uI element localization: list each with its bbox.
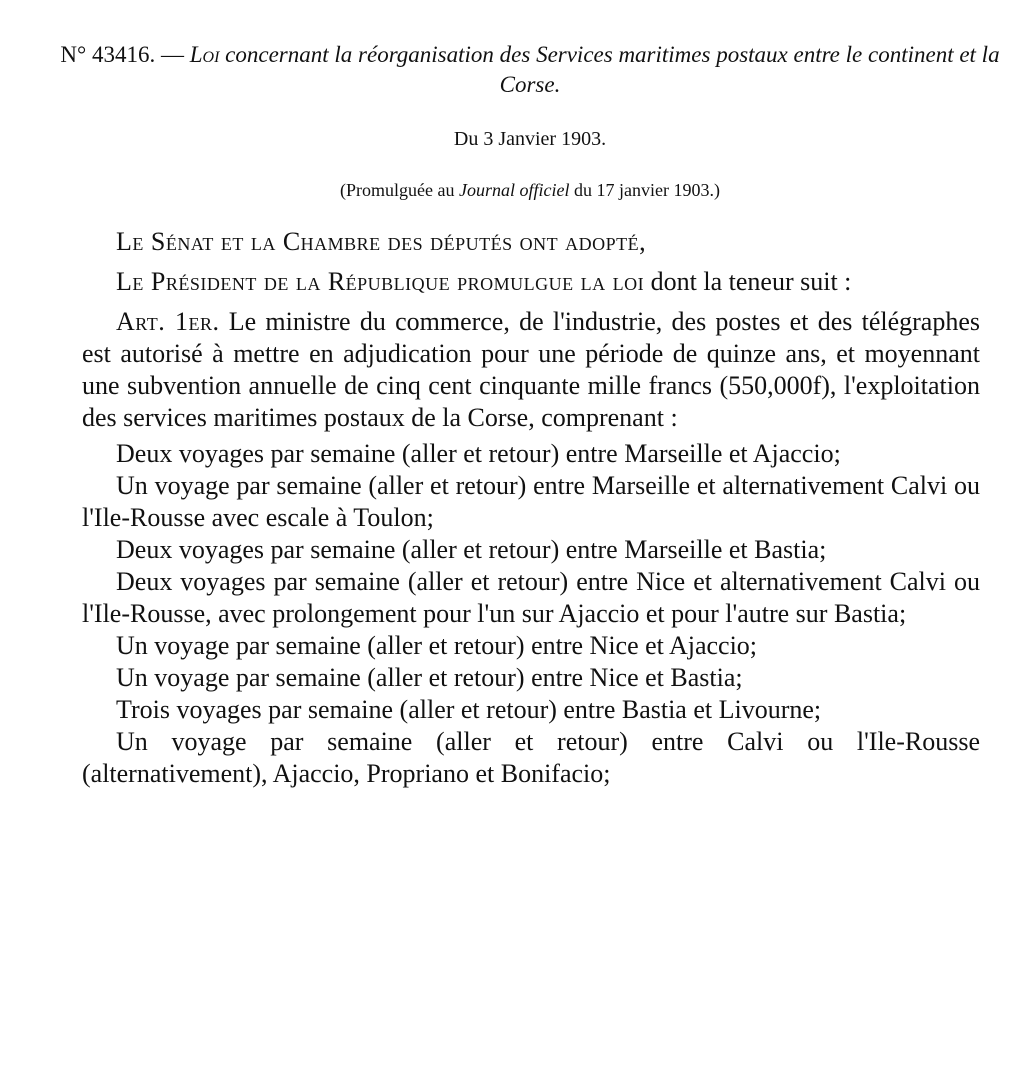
list-item: Un voyage par semaine (aller et retour) entre Nice et Ajaccio;: [116, 631, 758, 660]
preamble-senat-text: Le Sénat et la Chambre des députés ont adopté,: [116, 227, 647, 256]
law-heading: [60, 40, 1000, 100]
law-number: N° 43416. —: [60, 42, 190, 67]
journal-name: Journal officiel: [459, 180, 570, 200]
preamble-president: [82, 266, 980, 298]
article-text: Le ministre du commerce, de l'industrie, des postes et des télégraphes est autorisé à mettre en adjudication pour une période de quinze ans, et moyennant une subvention annuelle de cinq cent cinquante mille francs (550,000f), l'exploitation des services maritimes postaux de la Corse, comprenant :: [82, 307, 980, 432]
law-type: Loi: [189, 42, 220, 67]
preamble-senat: [82, 226, 980, 258]
list-item: Un voyage par semaine (aller et retour) entre Marseille et alternativement Calvi ou l'Ile-Rousse avec escale à Toulon;: [82, 471, 980, 532]
law-title: concernant la réorganisation des Services maritimes postaux entre le continent et la Corse.: [219, 42, 1000, 97]
list-item: Trois voyages par semaine (aller et retour) entre Bastia et Livourne;: [116, 695, 822, 724]
list-item: Deux voyages par semaine (aller et retour) entre Marseille et Ajaccio;: [116, 439, 841, 468]
preamble-president-sc: Le Président de la République promulgue la loi: [116, 267, 645, 296]
article-label: Art. 1er.: [116, 307, 220, 336]
list-item: Un voyage par semaine (aller et retour) entre Nice et Bastia;: [116, 663, 743, 692]
article-1: [82, 306, 980, 434]
law-body: [82, 226, 980, 790]
promulgation-note: [60, 178, 1000, 202]
preamble-president-rest: dont la teneur suit :: [644, 267, 852, 296]
list-item: Un voyage par semaine (aller et retour) entre Calvi ou l'Ile-Rousse (alternativement), Ajaccio, Propriano et Bonifacio;: [82, 727, 980, 788]
promulgation-after: du 17 janvier 1903.): [569, 180, 720, 200]
promulgation-before: (Promulguée au: [340, 180, 459, 200]
list-item: Deux voyages par semaine (aller et retour) entre Nice et alternativement Calvi ou l'Ile-Rousse, avec prolongement pour l'un sur Ajaccio et pour l'autre sur Bastia;: [82, 567, 980, 628]
list-item: Deux voyages par semaine (aller et retour) entre Marseille et Bastia;: [116, 535, 827, 564]
law-date: Du 3 Janvier 1903.: [453, 128, 607, 150]
